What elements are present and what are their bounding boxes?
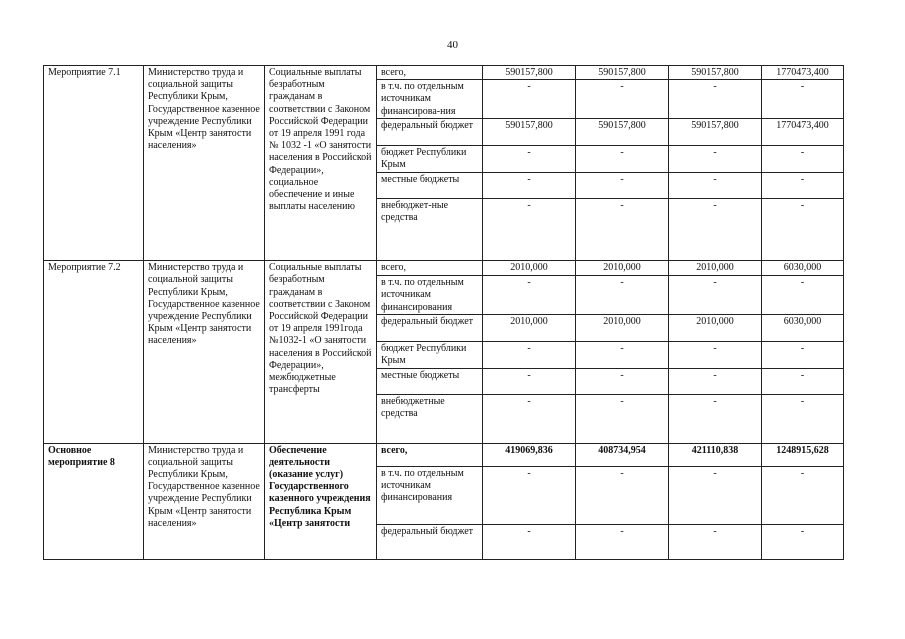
value-cell: 2010,000 bbox=[483, 315, 576, 342]
table-row bbox=[44, 443, 844, 466]
value-cell: 2010,000 bbox=[576, 261, 669, 276]
value-cell: - bbox=[576, 80, 669, 119]
value-cell: 2010,000 bbox=[576, 315, 669, 342]
value-cell: - bbox=[762, 524, 844, 559]
value-cell: 1770473,400 bbox=[762, 66, 844, 80]
value-cell: 590157,800 bbox=[483, 119, 576, 146]
table-row bbox=[44, 66, 844, 80]
value-cell: - bbox=[576, 342, 669, 368]
source-cell: всего, bbox=[377, 66, 483, 80]
value-cell: 590157,800 bbox=[669, 119, 762, 146]
source-cell: внебюджет-ные средства bbox=[377, 199, 483, 261]
source-cell: федеральный бюджет bbox=[377, 315, 483, 342]
value-cell: - bbox=[669, 199, 762, 261]
value-cell: - bbox=[483, 394, 576, 443]
description-cell: Обеспечение деятельности (оказание услуг) Государственного казенного учреждения Республика Крым «Центр занятости bbox=[265, 443, 377, 559]
measure-cell: Мероприятие 7.1 bbox=[44, 66, 144, 261]
source-cell: бюджет Республики Крым bbox=[377, 146, 483, 173]
value-cell: - bbox=[669, 466, 762, 524]
value-cell: 2010,000 bbox=[669, 315, 762, 342]
value-cell: - bbox=[483, 199, 576, 261]
value-cell: 590157,800 bbox=[576, 66, 669, 80]
value-cell: 2010,000 bbox=[669, 261, 762, 276]
value-cell: 6030,000 bbox=[762, 261, 844, 276]
value-cell: - bbox=[669, 524, 762, 559]
value-cell: - bbox=[483, 368, 576, 394]
source-cell: в т.ч. по отдельным источникам финансирова-ния bbox=[377, 80, 483, 119]
value-cell: - bbox=[483, 80, 576, 119]
value-cell: - bbox=[762, 466, 844, 524]
value-cell: 1248915,628 bbox=[762, 443, 844, 466]
executor-cell: Министерство труда и социальной защиты Республики Крым, Государственное казенное учреждение Республики Крым «Центр занятости населения» bbox=[144, 261, 265, 443]
source-cell: бюджет Республики Крым bbox=[377, 342, 483, 368]
value-cell: - bbox=[483, 173, 576, 199]
measure-cell: Мероприятие 7.2 bbox=[44, 261, 144, 443]
value-cell: 6030,000 bbox=[762, 315, 844, 342]
value-cell: - bbox=[762, 80, 844, 119]
value-cell: - bbox=[576, 146, 669, 173]
value-cell: - bbox=[576, 199, 669, 261]
value-cell: - bbox=[762, 173, 844, 199]
value-cell: 419069,836 bbox=[483, 443, 576, 466]
value-cell: 1770473,400 bbox=[762, 119, 844, 146]
value-cell: - bbox=[576, 394, 669, 443]
value-cell: - bbox=[762, 276, 844, 315]
value-cell: - bbox=[669, 342, 762, 368]
source-cell: всего, bbox=[377, 261, 483, 276]
value-cell: - bbox=[762, 394, 844, 443]
value-cell: - bbox=[576, 173, 669, 199]
value-cell: 590157,800 bbox=[669, 66, 762, 80]
value-cell: - bbox=[669, 80, 762, 119]
description-cell: Социальные выплаты безработным гражданам в соответствии с Законом Российской Федерации от 19 апреля 1991 года № 1032 -1 «О занятости населения в Российской Федерации», социальное обеспечение и иные выплаты населению bbox=[265, 66, 377, 261]
source-cell: всего, bbox=[377, 443, 483, 466]
source-cell: внебюджетные средства bbox=[377, 394, 483, 443]
value-cell: - bbox=[576, 466, 669, 524]
value-cell: - bbox=[669, 368, 762, 394]
value-cell: - bbox=[762, 342, 844, 368]
value-cell: 590157,800 bbox=[576, 119, 669, 146]
value-cell: 408734,954 bbox=[576, 443, 669, 466]
source-cell: в т.ч. по отдельным источникам финансирования bbox=[377, 466, 483, 524]
source-cell: местные бюджеты bbox=[377, 368, 483, 394]
budget-table bbox=[43, 65, 844, 560]
description-cell: Социальные выплаты безработным гражданам в соответствии с Законом Российской Федерации от 19 апреля 1991года №1032-1 «О занятости населения в Российской Федерации», межбюджетные трансферты bbox=[265, 261, 377, 443]
source-cell: федеральный бюджет bbox=[377, 119, 483, 146]
value-cell: 2010,000 bbox=[483, 261, 576, 276]
value-cell: - bbox=[669, 394, 762, 443]
measure-cell: Основное мероприятие 8 bbox=[44, 443, 144, 559]
value-cell: - bbox=[576, 524, 669, 559]
executor-cell: Министерство труда и социальной защиты Республики Крым, Государственное казенное учреждение Республики Крым «Центр занятости населения» bbox=[144, 66, 265, 261]
value-cell: - bbox=[576, 276, 669, 315]
value-cell: - bbox=[669, 173, 762, 199]
value-cell: - bbox=[483, 342, 576, 368]
value-cell: 590157,800 bbox=[483, 66, 576, 80]
source-cell: в т.ч. по отдельным источникам финансирования bbox=[377, 276, 483, 315]
executor-cell: Министерство труда и социальной защиты Республики Крым, Государственное казенное учреждение Республики Крым «Центр занятости населения» bbox=[144, 443, 265, 559]
value-cell: - bbox=[762, 146, 844, 173]
value-cell: - bbox=[483, 524, 576, 559]
value-cell: - bbox=[669, 276, 762, 315]
value-cell: - bbox=[762, 368, 844, 394]
value-cell: - bbox=[483, 276, 576, 315]
source-cell: федеральный бюджет bbox=[377, 524, 483, 559]
value-cell: - bbox=[669, 146, 762, 173]
value-cell: - bbox=[483, 146, 576, 173]
value-cell: 421110,838 bbox=[669, 443, 762, 466]
value-cell: - bbox=[483, 466, 576, 524]
source-cell: местные бюджеты bbox=[377, 173, 483, 199]
page-number: 40 bbox=[447, 39, 458, 51]
value-cell: - bbox=[762, 199, 844, 261]
table-row bbox=[44, 261, 844, 276]
value-cell: - bbox=[576, 368, 669, 394]
